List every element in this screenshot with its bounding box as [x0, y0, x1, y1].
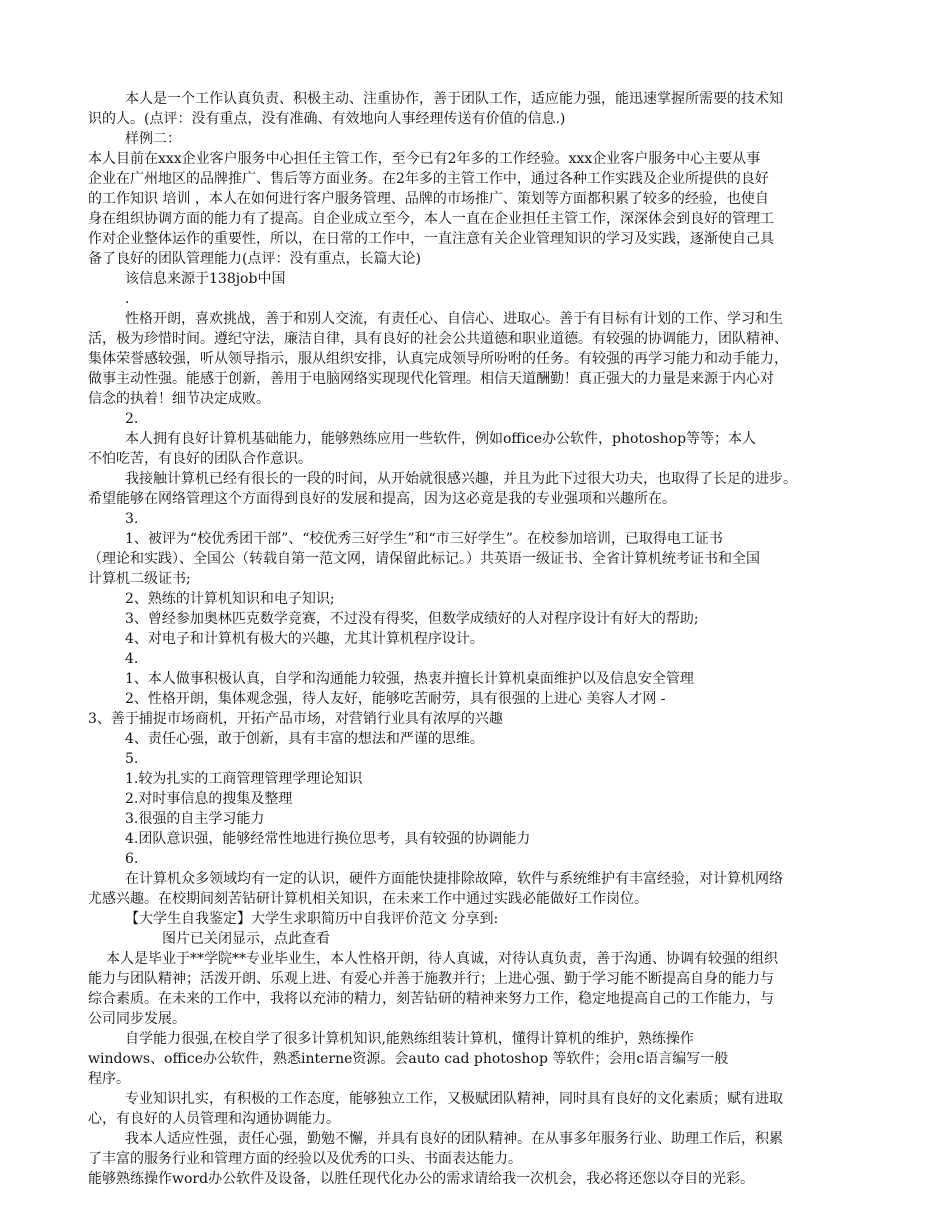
text-line: 能够熟练操作word办公软件及设备，以胜任现代化办公的需求请给我一次机会，我必将还您以夺目的光彩。 [88, 1171, 755, 1187]
text-line: 2.对时事信息的搜集及整理 [125, 791, 293, 807]
text-line: 我本人适应性强，责任心强，勤勉不懈，并具有良好的团队精神。在从事多年服务行业、助理工作后，积累 [125, 1131, 783, 1147]
text-line: 尤感兴趣。在校期间刻苦钻研计算机相关知识，在未来工作中通过实践必能做好工作岗位。 [88, 891, 648, 907]
text-line: 3.很强的自主学习能力 [125, 811, 265, 827]
text-line: 4、对电子和计算机有极大的兴趣，尤其计算机程序设计。 [125, 631, 484, 647]
text-line: 作对企业整体运作的重要性，所以，在日常的工作中，一直注意有关企业管理知识的学习及实践，逐渐使自己具 [88, 231, 774, 247]
text-line: 3、曾经参加奥林匹克数学竞赛，不过没有得奖，但数学成绩好的人对程序设计有好大的帮助; [125, 611, 699, 627]
text-line: 1、被评为“校优秀团干部”、“校优秀三好学生”和“市三好学生”。在校参加培训，已取得电工证书 [125, 531, 723, 547]
text-line: 2、性格开朗，集体观念强，待人友好，能够吃苦耐劳，具有很强的上进心 美容人才网 - [125, 691, 666, 707]
text-line: 1、本人做事积极认真，自学和沟通能力较强，热衷并擅长计算机桌面维护以及信息安全管理 [125, 671, 694, 687]
text-line: 4. [125, 651, 139, 667]
text-line: 程序。 [88, 1071, 130, 1087]
text-line: 不怕吃苦，有良好的团队合作意识。 [88, 451, 312, 467]
text-line: 2、熟练的计算机知识和电子知识; [125, 591, 335, 607]
text-line: 心，有良好的人员管理和沟通协调能力。 [88, 1111, 340, 1127]
text-line: 1.较为扎实的工商管理管理学理论知识 [125, 771, 363, 787]
text-line: 专业知识扎实，有积极的工作态度，能够独立工作，又极赋团队精神，同时具有良好的文化素质；赋有进取 [125, 1091, 783, 1107]
text-line: 图片已关闭显示，点此查看 [162, 931, 330, 947]
text-line: 4、责任心强，敢于创新，具有丰富的想法和严谨的思维。 [125, 731, 484, 747]
text-line: 企业在广州地区的品牌推广、售后等方面业务。在2年多的主管工作中，通过各种工作实践及企业所提供的良好 [88, 171, 769, 187]
text-line: 身在组织协调方面的能力有了提高。自企业成立至今，本人一直在企业担任主管工作，深深体会到良好的管理工 [88, 211, 774, 227]
text-line: 集体荣誉感较强，听从领导指示，服从组织安排，认真完成领导所吩咐的任务。有较强的再学习能力和动手能力， [88, 351, 788, 367]
text-line: 5. [125, 751, 139, 767]
text-line: 公司同步发展。 [88, 1011, 186, 1027]
text-line: 本人是毕业于**学院**专业毕业生，本人性格开朗，待人真诚，对待认真负责，善于沟通、协调有较强的组织 [106, 951, 778, 967]
text-line: 识的人。(点评：没有重点，没有准确、有效地向人事经理传送有价值的信息.) [88, 111, 566, 127]
text-line: 本人是一个工作认真负责、积极主动、注重协作，善于团队工作，适应能力强，能迅速掌握所需要的技术知 [125, 91, 783, 107]
text-line: windows、office办公软件，熟悉interne资源。会auto cad photoshop 等软件；会用c语言编写一般 [88, 1051, 729, 1067]
text-line: 了丰富的服务行业和管理方面的经验以及优秀的口头、书面表达能力。 [88, 1151, 522, 1167]
text-line: 该信息来源于138job中国 [125, 271, 286, 287]
text-line: 本人目前在xxx企业客户服务中心担任主管工作，至今已有2年多的工作经验。xxx企业客户服务中心主要从事 [88, 151, 761, 167]
text-line: 3、善于捕捉市场商机，开拓产品市场，对营销行业具有浓厚的兴趣 [88, 711, 503, 727]
text-line: 本人拥有良好计算机基础能力，能够熟练应用一些软件，例如office办公软件，photoshop等等；本人 [125, 431, 757, 447]
text-line: 信念的执着！细节决定成败。 [88, 391, 270, 407]
text-line: 在计算机众多领域均有一定的认识，硬件方面能快捷排除故障，软件与系统维护有丰富经验，对计算机网络 [125, 871, 783, 887]
text-line: 2. [125, 411, 139, 427]
text-line: 性格开朗，喜欢挑战，善于和别人交流，有责任心、自信心、进取心。善于有目标有计划的工作、学习和生 [125, 311, 783, 327]
text-line: 备了良好的团队管理能力(点评：没有重点，长篇大论) [88, 251, 421, 267]
text-line: 自学能力很强,在校自学了很多计算机知识,能熟练组装计算机，懂得计算机的维护，熟练操作 [125, 1031, 694, 1047]
text-line: 综合素质。在未来的工作中，我将以充沛的精力，刻苦钻研的精神来努力工作，稳定地提高自己的工作能力，与 [88, 991, 774, 1007]
text-line: 6. [125, 851, 139, 867]
text-line: 4.团队意识强，能够经常性地进行换位思考，具有较强的协调能力 [125, 831, 531, 847]
text-line: 希望能够在网络管理这个方面得到良好的发展和提高，因为这必竟是我的专业强项和兴趣所在。 [88, 491, 676, 507]
text-line: . [125, 291, 130, 307]
text-line: 的工作知识 培训 ，本人在如何进行客户服务管理、品牌的市场推广、策划等方面都积累了较多的经验，也使自 [88, 191, 769, 207]
text-line: 计算机二级证书; [88, 571, 191, 587]
text-line: 做事主动性强。能感于创新，善用于电脑网络实现现代化管理。相信天道酬勤！真正强大的力量是来源于内心对 [88, 371, 774, 387]
text-line: 3. [125, 511, 139, 527]
text-line: 我接触计算机已经有很长的一段的时间，从开始就很感兴趣，并且为此下过很大功夫，也取得了长足的进步。 [125, 471, 797, 487]
text-line: 【大学生自我鉴定】大学生求职简历中自我评价范文 分享到: [125, 911, 499, 927]
text-line: 样例二： [125, 131, 181, 147]
text-line: 活，极为珍惜时间。遵纪守法，廉洁自律，具有良好的社会公共道德和职业道德。有较强的协调能力，团队精神、 [88, 331, 788, 347]
text-line: 能力与团队精神；活泼开朗、乐观上进、有爱心并善于施教并行；上进心强、勤于学习能不断提高自身的能力与 [88, 971, 774, 987]
text-line: （理论和实践）、全国公（转载自第一范文网，请保留此标记。）共英语一级证书、全省计算机统考证书和全国 [88, 551, 760, 567]
